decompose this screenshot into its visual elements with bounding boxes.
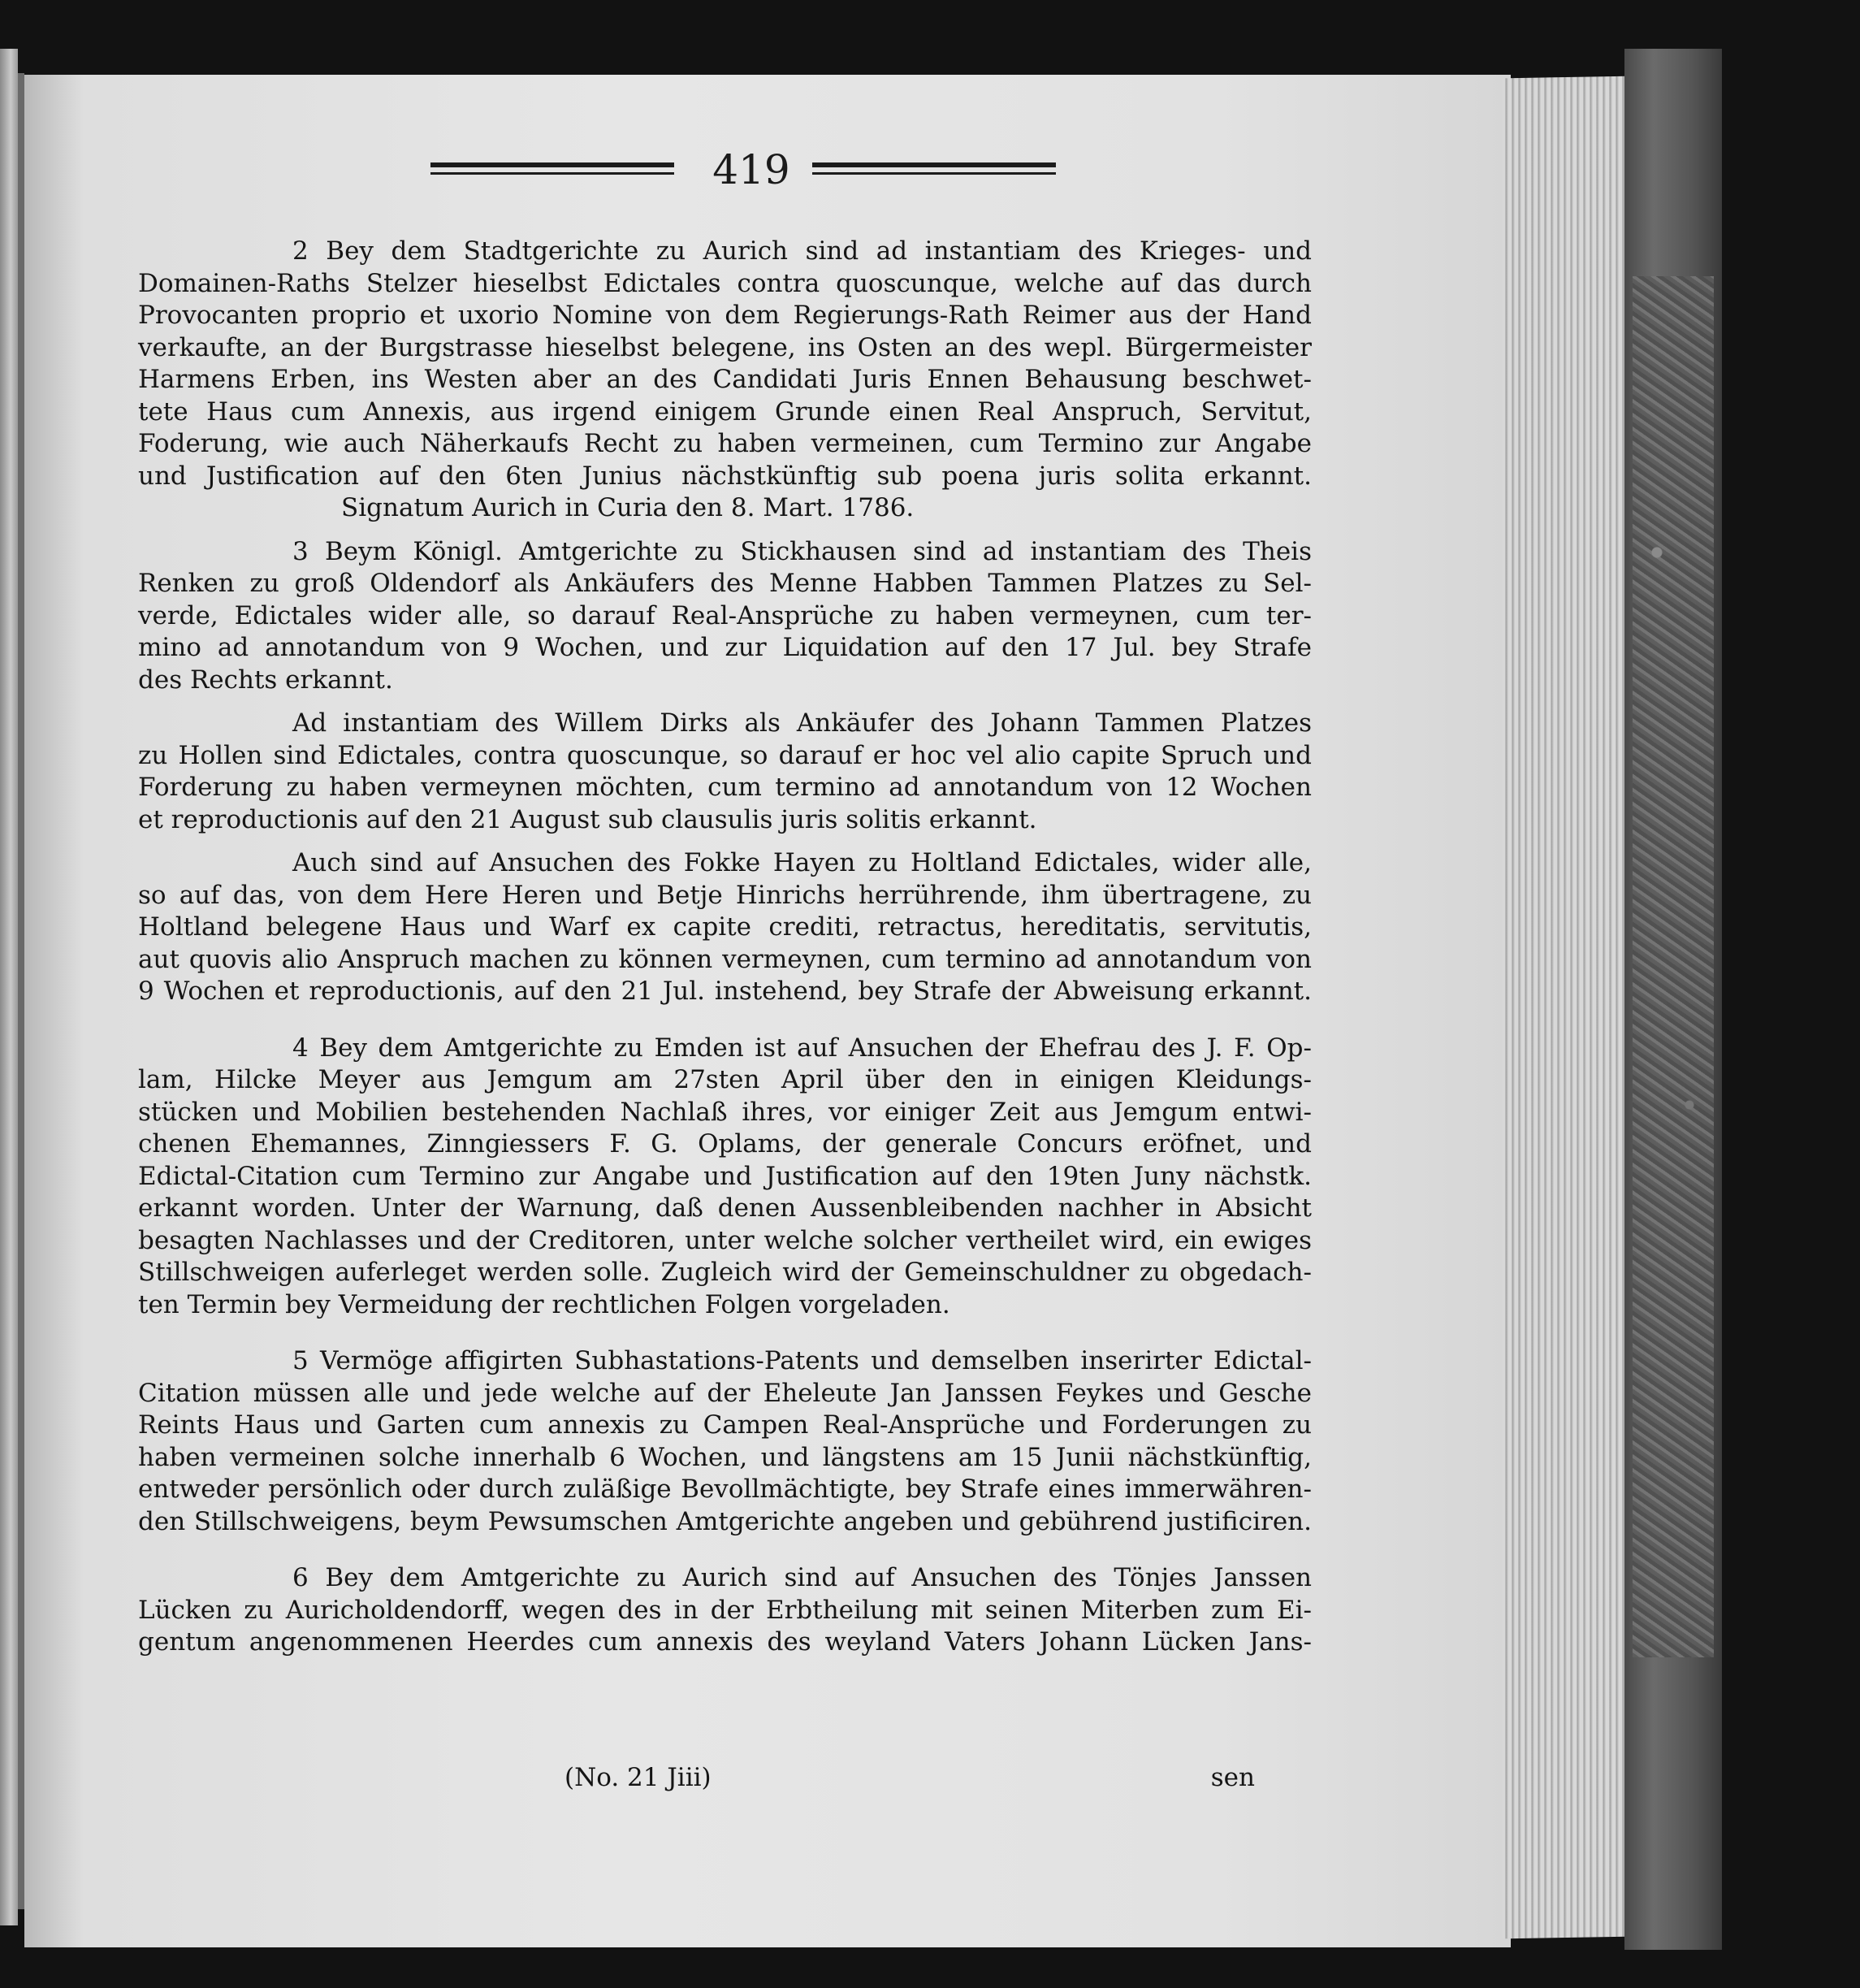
text-line: 3 Beym Königl. Amtgerichte zu Stickhausen sind ad instantiam des Theis [292,536,1312,566]
page-header [430,146,1056,195]
text-line: ten Termin bey Vermeidung der rechtlichen Folgen vorgeladen. [138,1289,950,1319]
text-line: Harmens Erben, ins Westen aber an des Candidati Juris Ennen Behausung beschwet- [138,365,1312,394]
text-line: verkaufte, an der Burgstrasse hieselbst belegene, ins Osten an des wepl. Bürgermeister [138,332,1312,362]
gutter-shadow [18,73,24,1909]
notice-5 [138,1345,1312,1538]
text-line: et reproductionis auf den 21 August sub clausulis juris solitis erkannt. [138,804,1037,834]
text-line: 2 Bey dem Stadtgerichte zu Aurich sind ad instantiam des Krieges- und [292,236,1312,266]
text-line: Ad instantiam des Willem Dirks als Ankäufer des Johann Tammen Platzes [292,708,1312,738]
notice-3c [138,847,1312,1008]
text-line: Reints Haus und Garten cum annexis zu Campen Real-Ansprüche und Forderungen zu [138,1410,1312,1440]
left-page-edge [0,49,18,1925]
text-line: gentum angenommenen Heerdes cum annexis des weyland Vaters Johann Lücken Jans- [138,1627,1312,1657]
text-line: Renken zu groß Oldendorf als Ankäufers des Menne Habben Tammen Platzes zu Sel- [138,569,1312,598]
text-line: erkannt worden. Unter der Warnung, daß denen Aussenbleibenden nachher in Absicht [138,1193,1312,1223]
text-line: 5 Vermöge affigirten Subhastations-Patents und demselben inserirter Edictal- [292,1346,1312,1375]
text-line: Domainen-Raths Stelzer hieselbst Edictales contra quoscunque, welche auf das durch [138,268,1312,298]
text-line: Provocanten proprio et uxorio Nomine von dem Regierungs-Rath Reimer aus der Hand [138,301,1312,330]
header-rule-right [812,162,1056,177]
notice-3 [138,536,1312,697]
page-edges-stack [1503,76,1633,1939]
text-line: haben vermeinen solche innerhalb 6 Wochen, und längstens am 15 Junii nächstkünftig, [138,1442,1312,1472]
text-line: 6 Bey dem Amtgerichte zu Aurich sind auf Ansuchen des Tönjes Janssen [292,1563,1312,1592]
text-line: lam, Hilcke Meyer aus Jemgum am 27sten April über den in einigen Kleidungs- [138,1065,1312,1094]
text-line: tete Haus cum Annexis, aus irgend einigem Grunde einen Real Anspruch, Servitut, [138,396,1312,427]
text-line: entweder persönlich oder durch zuläßige Bevollmächtigte, bey Strafe eines immerwähren- [138,1475,1312,1504]
text-line: Lücken zu Auricholdendorff, wegen des in der Erbtheilung mit seinen Miterben zum Ei- [138,1595,1312,1625]
catchword: sen [1210,1763,1255,1792]
marbled-cover-pattern [1633,276,1714,1657]
text-line: besagten Nachlasses und der Creditoren, unter welche solcher vertheilet wird, ein ewiges [138,1225,1312,1255]
page-footer [564,1763,1255,1800]
text-line: Edictal-Citation cum Termino zur Angabe und Justification auf den 19ten Juny nächstk. [138,1161,1312,1191]
text-line: Holtland belegene Haus und Warf ex capite crediti, retractus, hereditatis, servitutis, [138,912,1312,942]
text-line: Forderung zu haben vermeynen möchten, cum termino ad annotandum von 12 Wochen [138,773,1312,802]
text-line: so auf das, von dem Here Heren und Betje Hinrichs herrührende, ihm übertragene, zu [138,880,1312,910]
text-line: chenen Ehemannes, Zinngiessers F. G. Oplams, der generale Concurs eröfnet, und [138,1129,1312,1159]
text-line: mino ad annotandum von 9 Wochen, und zur Liquidation auf den 17 Jul. bey Strafe [138,633,1312,662]
text-line: Auch sind auf Ansuchen des Fokke Hayen zu Holtland Edictales, wider alle, [292,848,1312,877]
signature-mark: (No. 21 Jiii) [564,1763,712,1792]
text-line: stücken und Mobilien bestehenden Nachlaß ihres, vor einiger Zeit aus Jemgum entwi- [138,1097,1312,1127]
notice-4 [138,1033,1312,1322]
text-line: Foderung, wie auch Näherkaufs Recht zu haben vermeinen, cum Termino zur Angabe [138,429,1312,458]
text-line: 9 Wochen et reproductionis, auf den 21 Jul. instehend, bey Strafe der Abweisung erkannt. [138,977,1312,1006]
notice-6 [138,1562,1312,1659]
text-line: zu Hollen sind Edictales, contra quoscunque, so darauf er hoc vel alio capite Spruch und [138,740,1312,770]
text-line: aut quovis alio Anspruch machen zu können vermeynen, cum termino ad annotandum von [138,944,1312,974]
notice-2 [138,236,1312,525]
text-line: des Rechts erkannt. [138,665,393,695]
text-line: Stillschweigen auferleget werden solle. Zugleich wird der Gemeinschuldner zu obgedach- [138,1258,1312,1287]
header-rule-left [430,162,674,177]
page-number: 419 [712,146,790,193]
notice-3b [138,708,1312,836]
text-line: und Justification auf den 6ten Junius nächstkünftig sub poena juris solita erkannt. [138,461,1312,491]
notice-signature: Signatum Aurich in Curia den 8. Mart. 1786. [341,493,915,522]
text-line: Citation müssen alle und jede welche auf der Eheleute Jan Janssen Feykes und Gesche [138,1378,1312,1408]
text-line: den Stillschweigens, beym Pewsumschen Amtgerichte angeben und gebührend justificiren. [138,1506,1312,1536]
page-body [138,236,1312,1659]
text-line: verde, Edictales wider alle, so darauf Real-Ansprüche zu haben vermeynen, cum ter- [138,600,1312,630]
text-line: 4 Bey dem Amtgerichte zu Emden ist auf Ansuchen der Ehefrau des J. F. Op- [292,1033,1312,1063]
